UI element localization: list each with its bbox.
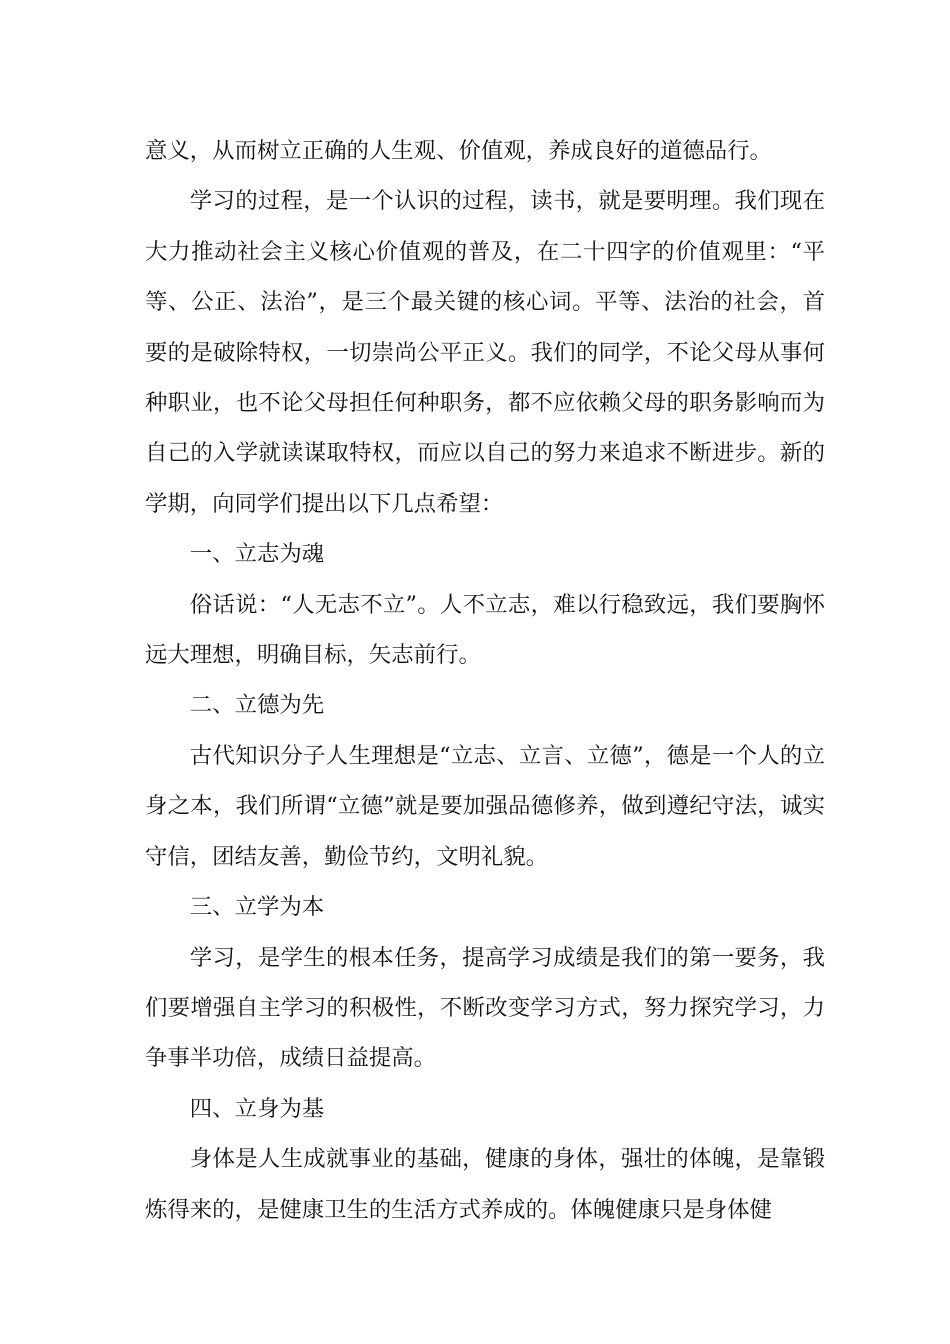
- section-heading-3: 三、立学为本: [189, 894, 325, 921]
- paragraph-study: 学习，是学生的根本任务，提高学习成绩是我们的第一要务，我们要增强自主学习的积极性，不断改变学习方式，努力探究学习，力争事半功倍，成绩日益提高。: [145, 944, 825, 1072]
- section-heading-4: 四、立身为基: [189, 1095, 325, 1122]
- paragraph-ambition: 俗话说：“人无志不立”。人不立志，难以行稳致远，我们要胸怀远大理想，明确目标，矢志前行。: [145, 591, 825, 669]
- section-heading-1: 一、立志为魂: [189, 541, 325, 568]
- document-body: [145, 126, 825, 1235]
- paragraph-learning-process: 学习的过程，是一个认识的过程，读书，就是要明理。我们现在大力推动社会主义核心价值观的普及，在二十四字的价值观里：“平等、公正、法治”，是三个最关键的核心词。平等、法治的社会，首要的是破除特权，一切崇尚公平正义。我们的同学，不论父母从事何种职业，也不论父母担任何种职务，都不应依赖父母的职务影响而为自己的入学就读谋取特权，而应以自己的努力来追求不断进步。新的学期，向同学们提出以下几点希望：: [145, 188, 825, 517]
- section-heading-2: 二、立德为先: [189, 692, 325, 719]
- paragraph-virtue: 古代知识分子人生理想是“立志、立言、立德”，德是一个人的立身之本，我们所谓“立德”就是要加强品德修养，做到遵纪守法，诚实守信，团结友善，勤俭节约，文明礼貌。: [145, 742, 825, 870]
- paragraph-continuation: 意义，从而树立正确的人生观、价值观，养成良好的道德品行。: [145, 138, 772, 164]
- paragraph-health: 身体是人生成就事业的基础，健康的身体，强壮的体魄，是靠锻炼得来的，是健康卫生的生活方式养成的。体魄健康只是身体健: [145, 1146, 825, 1223]
